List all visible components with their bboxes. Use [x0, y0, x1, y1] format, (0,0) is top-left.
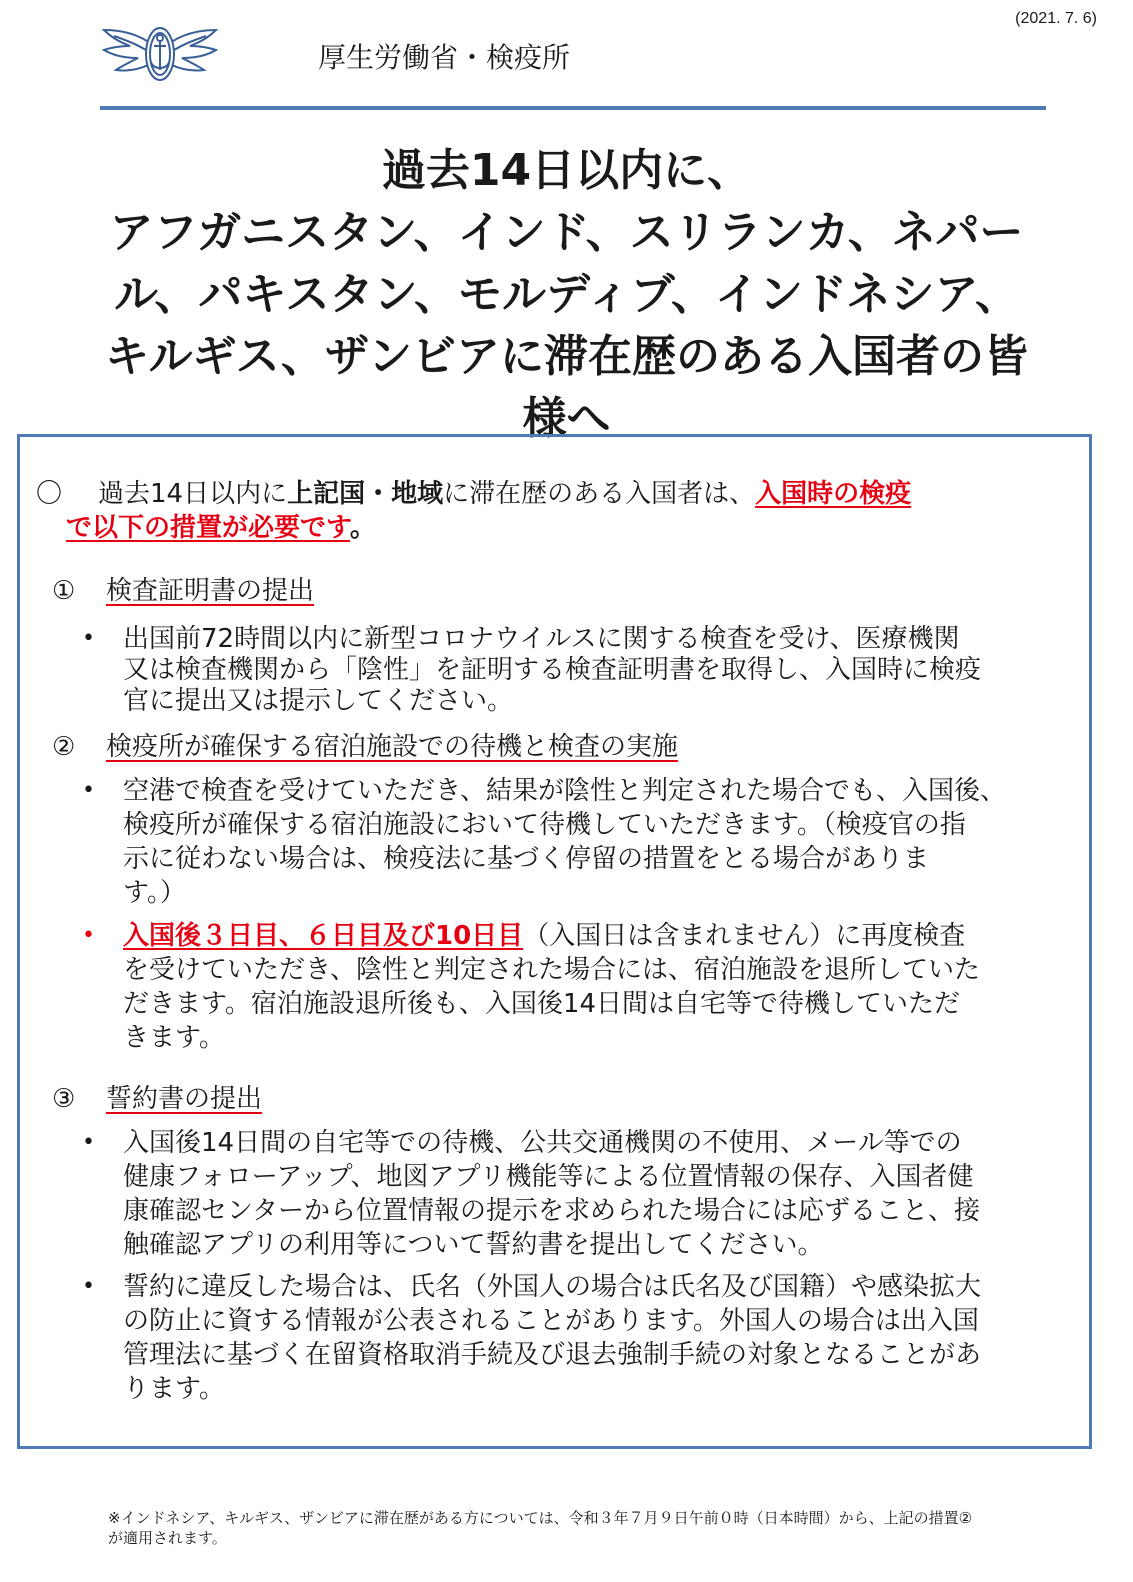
- ministry-name: 厚生労働省・検疫所: [318, 41, 571, 74]
- bullet-line: 空港で検査を受けていただき、結果が陰性と判定された場合でも、入国後、: [123, 776, 1006, 806]
- bullet-line: 検疫所が確保する宿泊施設において待機していただきます。（検疫官の指: [123, 810, 966, 840]
- title-line: ル、パキスタン、モルディブ、インドネシア、: [113, 269, 1020, 320]
- notice-line-1: [98, 477, 911, 511]
- bullet-line: [123, 919, 965, 953]
- notice-requirement: で以下の措置が必要です: [66, 513, 350, 543]
- bullet-line: 誓約に違反した場合は、氏名（外国人の場合は氏名及び国籍）や感染拡大: [123, 1272, 982, 1302]
- bullet-icon: •: [82, 1274, 95, 1299]
- bullet-line: 官に提出又は提示してください。: [123, 686, 514, 716]
- bullet-line: 出国前72時間以内に新型コロナウイルスに関する検査を受け、医療機関: [123, 624, 960, 654]
- notice-marker: 〇: [36, 479, 63, 509]
- notice-period: 。: [349, 513, 376, 543]
- bullet-line: 入国後14日間の自宅等での待機、公共交通機関の不使用、メール等での: [123, 1128, 962, 1158]
- header-divider: [100, 106, 1046, 110]
- footnote: [108, 1508, 972, 1548]
- issue-date: (2021. 7. 6): [1015, 10, 1097, 27]
- bullet-icon: •: [82, 626, 95, 651]
- footnote-line: が適用されます。: [108, 1529, 227, 1547]
- bullet-line: 康確認センターから位置情報の提示を求められた場合には応ずること、接: [123, 1196, 980, 1226]
- footnote-line: ※インドネシア、キルギス、ザンビアに滞在歴がある方については、令和３年７月９日午前０時（日本時間）から、上記の措置②: [108, 1509, 973, 1527]
- bullet-line: 管理法に基づく在留資格取消手続及び退去強制手続の対象となることがあ: [123, 1340, 982, 1370]
- section-heading: 検査証明書の提出: [106, 576, 315, 606]
- bullet-line: 示に従わない場合は、検疫法に基づく停留の措置をとる場合がありま: [123, 844, 930, 874]
- bullet-line: きます。: [123, 1023, 225, 1053]
- title-line: 様へ: [522, 393, 611, 444]
- section-number: ①: [52, 576, 76, 606]
- section-number: ③: [52, 1084, 76, 1114]
- title-line: 過去14日以内に、: [381, 145, 752, 196]
- bullet-icon: •: [82, 923, 95, 948]
- bullet-line: だきます。宿泊施設退所後も、入国後14日間は自宅等で待機していただ: [123, 989, 961, 1019]
- anchor-wings-emblem-icon: [100, 18, 220, 86]
- bullet-text: （入国日は含まれません）に再度検査: [523, 921, 966, 951]
- notice-text: 過去14日以内に: [98, 479, 288, 509]
- notice-countries: 上記国・地域: [287, 479, 444, 509]
- bullet-line: を受けていただき、陰性と判定された場合には、宿泊施設を退所していた: [123, 955, 980, 985]
- bullet-line: 又は検査機関から「陰性」を証明する検査証明書を取得し、入国時に検疫: [123, 655, 982, 685]
- bullet-line: 触確認アプリの利用等について誓約書を提出してください。: [123, 1230, 824, 1260]
- bullet-icon: •: [82, 1130, 95, 1155]
- bullet-line: の防止に資する情報が公表されることがあります。外国人の場合は出入国: [123, 1306, 979, 1336]
- section-number: ②: [52, 732, 76, 762]
- bullet-line: す。）: [123, 878, 186, 908]
- bullet-line: 健康フォローアップ、地図アプリ機能等による位置情報の保存、入国者健: [123, 1162, 974, 1192]
- notice-text: に滞在歴のある入国者は、: [443, 479, 756, 509]
- retest-days-highlight: 入国後３日目、６日目及び10日目: [123, 921, 524, 951]
- page-title: [0, 140, 1133, 450]
- notice-requirement: 入国時の検疫: [755, 479, 912, 509]
- title-line: アフガニスタン、インド、スリランカ、ネパー: [109, 207, 1024, 258]
- bullet-icon: •: [82, 778, 95, 803]
- notice-line-2: [66, 511, 376, 545]
- bullet-line: ります。: [123, 1374, 225, 1404]
- title-line: キルギス、ザンビアに滞在歴のある入国者の皆: [104, 331, 1029, 382]
- section-heading: 誓約書の提出: [106, 1084, 263, 1114]
- section-heading: 検疫所が確保する宿泊施設での待機と検査の実施: [106, 732, 679, 762]
